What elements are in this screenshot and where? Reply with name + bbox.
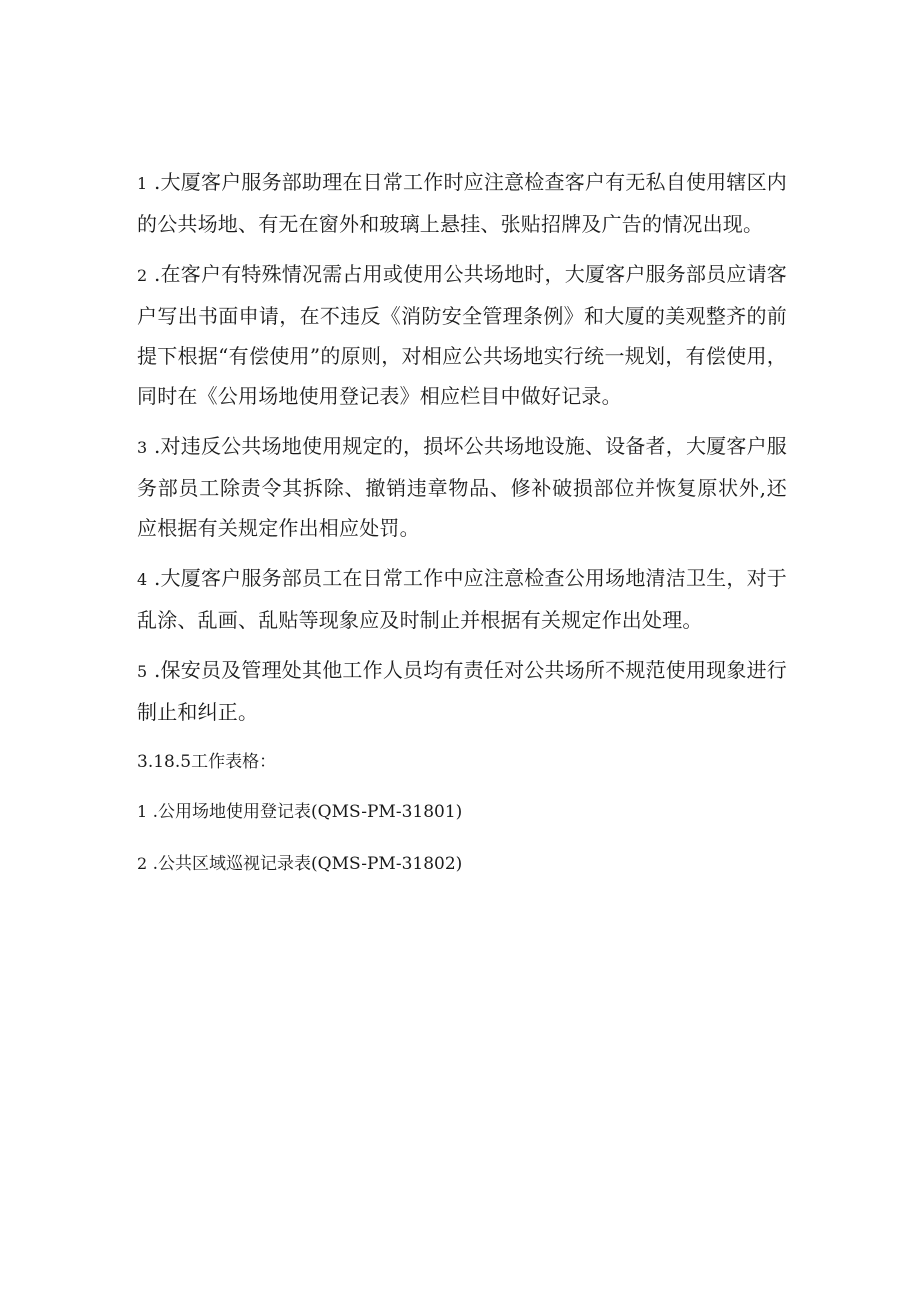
item-text: .大厦客户服务部助理在日常工作时应注意检查客户有无私自使用辖区内的公共场地、有无在窗外和玻璃上悬挂、张贴招牌及广告的情况出现。 [137,170,787,236]
item-text: .大厦客户服务部员工在日常工作中应注意检查公用场地清洁卫生，对于乱涂、乱画、乱贴等现象应及时制止并根据有关规定作出处理。 [137,566,787,632]
section-title: 3.18.5工作表格： [137,752,277,772]
list-item [137,254,787,416]
item-text: .在客户有特殊情况需占用或使用公共场地时，大厦客户服务部员应请客户写出书面申请，在不违反《消防安全管理条例》和大厦的美观整齐的前提下根据“有偿使用”的原则，对相应公共场地实行统一规划，有偿使用，同时在《公用场地使用登记表》相应栏目中做好记录。 [137,262,787,408]
form-list-item [137,844,787,884]
document-body [137,162,787,896]
form-list-item [137,792,787,832]
item-text: .对违反公共场地使用规定的，损坏公共场地设施、设备者，大厦客户服务部员工除责令其拆除、撤销违章物品、修补破损部位并恢复原状外,还应根据有关规定作出相应处罚。 [137,434,787,540]
list-item [137,558,787,640]
list-item [137,426,787,548]
item-number: 2 [137,266,148,285]
item-text: .保安员及管理处其他工作人员均有责任对公共场所不规范使用现象进行制止和纠正。 [137,658,787,724]
list-item [137,162,787,244]
form-text: .公共区域巡视记录表(QMS-PM-31802) [147,854,463,874]
list-item [137,650,787,732]
item-number: 5 [137,662,148,681]
form-text: .公用场地使用登记表(QMS-PM-31801) [147,802,463,822]
form-number: 2 [137,854,148,873]
form-number: 1 [137,802,148,821]
item-number: 3 [137,438,148,457]
item-number: 4 [137,570,148,589]
item-number: 1 [137,174,148,193]
